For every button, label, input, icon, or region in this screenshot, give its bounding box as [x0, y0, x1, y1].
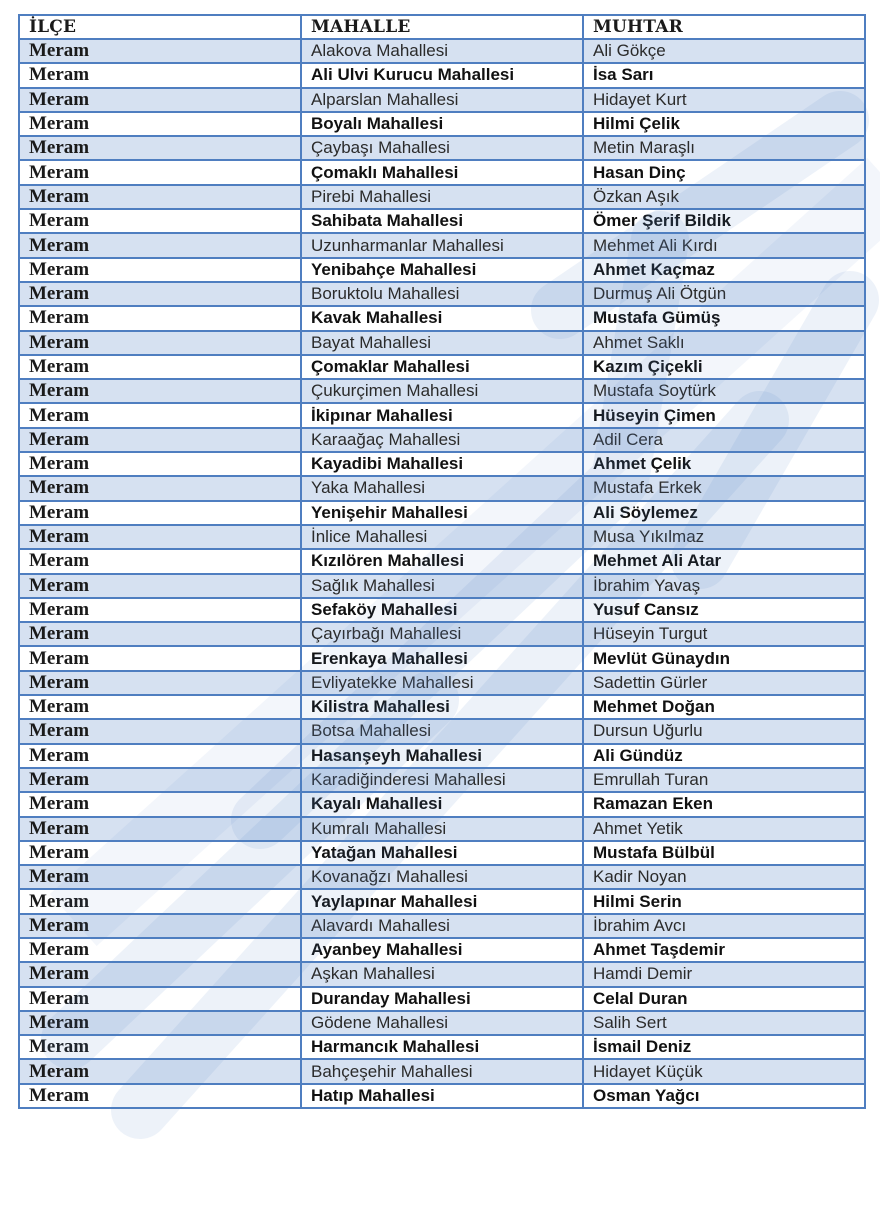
ilce-cell: Meram — [19, 744, 301, 768]
ilce-cell: Meram — [19, 574, 301, 598]
muhtar-cell: Adil Cera — [583, 428, 865, 452]
mahalle-cell: İkipınar Mahallesi — [301, 403, 583, 427]
table-row — [19, 695, 865, 719]
table-row — [19, 39, 865, 63]
mahalle-cell: Yenibahçe Mahallesi — [301, 258, 583, 282]
mahalle-cell: Kayalı Mahallesi — [301, 792, 583, 816]
table-row — [19, 160, 865, 184]
mahalle-cell: Boruktolu Mahallesi — [301, 282, 583, 306]
ilce-cell: Meram — [19, 258, 301, 282]
table-row — [19, 889, 865, 913]
mahalle-cell: Uzunharmanlar Mahallesi — [301, 233, 583, 257]
table-row — [19, 331, 865, 355]
ilce-cell: Meram — [19, 63, 301, 87]
ilce-cell: Meram — [19, 112, 301, 136]
ilce-cell: Meram — [19, 476, 301, 500]
table-row — [19, 962, 865, 986]
table-row — [19, 233, 865, 257]
ilce-cell: Meram — [19, 306, 301, 330]
mahalle-cell: Boyalı Mahallesi — [301, 112, 583, 136]
table-row — [19, 1011, 865, 1035]
mahalle-cell: Kumralı Mahallesi — [301, 817, 583, 841]
mahalle-cell: Yaylapınar Mahallesi — [301, 889, 583, 913]
ilce-cell: Meram — [19, 549, 301, 573]
table-row — [19, 817, 865, 841]
muhtar-cell: Metin Maraşlı — [583, 136, 865, 160]
table-row — [19, 306, 865, 330]
muhtar-cell: Hamdi Demir — [583, 962, 865, 986]
muhtar-cell: İsmail Deniz — [583, 1035, 865, 1059]
muhtar-cell: Dursun Uğurlu — [583, 719, 865, 743]
mahalle-cell: Erenkaya Mahallesi — [301, 646, 583, 670]
table-row — [19, 914, 865, 938]
ilce-cell: Meram — [19, 452, 301, 476]
muhtar-cell: Mustafa Soytürk — [583, 379, 865, 403]
ilce-cell: Meram — [19, 938, 301, 962]
muhtar-cell: Mustafa Erkek — [583, 476, 865, 500]
mahalle-cell: Çayırbağı Mahallesi — [301, 622, 583, 646]
table-row — [19, 501, 865, 525]
table-row — [19, 476, 865, 500]
mahalle-cell: Alakova Mahallesi — [301, 39, 583, 63]
mahalle-cell: Kilistra Mahallesi — [301, 695, 583, 719]
table-row — [19, 792, 865, 816]
muhtar-cell: Musa Yıkılmaz — [583, 525, 865, 549]
muhtar-cell: İbrahim Yavaş — [583, 574, 865, 598]
ilce-cell: Meram — [19, 39, 301, 63]
table-row — [19, 185, 865, 209]
muhtar-cell: İbrahim Avcı — [583, 914, 865, 938]
table-row — [19, 768, 865, 792]
mahalle-cell: Duranday Mahallesi — [301, 987, 583, 1011]
muhtar-cell: Mevlüt Günaydın — [583, 646, 865, 670]
mahalle-cell: Bahçeşehir Mahallesi — [301, 1059, 583, 1083]
mahalle-cell: Aşkan Mahallesi — [301, 962, 583, 986]
muhtar-cell: Hidayet Küçük — [583, 1059, 865, 1083]
table-row — [19, 865, 865, 889]
ilce-cell: Meram — [19, 1084, 301, 1108]
ilce-cell: Meram — [19, 1011, 301, 1035]
muhtar-cell: Durmuş Ali Ötgün — [583, 282, 865, 306]
ilce-cell: Meram — [19, 136, 301, 160]
ilce-cell: Meram — [19, 185, 301, 209]
muhtar-cell: Hilmi Çelik — [583, 112, 865, 136]
header-row — [19, 15, 865, 39]
mahalle-cell: Yaka Mahallesi — [301, 476, 583, 500]
table-row — [19, 88, 865, 112]
header-mahalle: MAHALLE — [301, 15, 583, 39]
muhtar-cell: Ali Gökçe — [583, 39, 865, 63]
mahalle-cell: Alavardı Mahallesi — [301, 914, 583, 938]
ilce-cell: Meram — [19, 889, 301, 913]
muhtar-cell: Ahmet Saklı — [583, 331, 865, 355]
muhtar-cell: Hasan Dinç — [583, 160, 865, 184]
muhtar-cell: Sadettin Gürler — [583, 671, 865, 695]
muhtar-cell: Kazım Çiçekli — [583, 355, 865, 379]
table-body — [19, 39, 865, 1108]
muhtar-cell: Salih Sert — [583, 1011, 865, 1035]
muhtar-cell: Ali Gündüz — [583, 744, 865, 768]
ilce-cell: Meram — [19, 379, 301, 403]
table-row — [19, 841, 865, 865]
ilce-cell: Meram — [19, 1035, 301, 1059]
table-row — [19, 1084, 865, 1108]
ilce-cell: Meram — [19, 282, 301, 306]
ilce-cell: Meram — [19, 525, 301, 549]
mahalle-cell: Kovanağzı Mahallesi — [301, 865, 583, 889]
ilce-cell: Meram — [19, 962, 301, 986]
mahalle-cell: Hatıp Mahallesi — [301, 1084, 583, 1108]
muhtar-cell: Mehmet Ali Kırdı — [583, 233, 865, 257]
ilce-cell: Meram — [19, 233, 301, 257]
mahalle-cell: Karadiğinderesi Mahallesi — [301, 768, 583, 792]
muhtar-cell: Ahmet Çelik — [583, 452, 865, 476]
table-row — [19, 112, 865, 136]
table-row — [19, 744, 865, 768]
ilce-cell: Meram — [19, 646, 301, 670]
muhtar-cell: Emrullah Turan — [583, 768, 865, 792]
table-row — [19, 136, 865, 160]
table-row — [19, 525, 865, 549]
mahalle-cell: Sahibata Mahallesi — [301, 209, 583, 233]
muhtar-cell: Mehmet Doğan — [583, 695, 865, 719]
ilce-cell: Meram — [19, 428, 301, 452]
mahalle-cell: Sefaköy Mahallesi — [301, 598, 583, 622]
table-row — [19, 1059, 865, 1083]
muhtar-list-table — [18, 14, 866, 1109]
table-row — [19, 938, 865, 962]
ilce-cell: Meram — [19, 598, 301, 622]
muhtar-cell: Mustafa Gümüş — [583, 306, 865, 330]
muhtar-cell: Ramazan Eken — [583, 792, 865, 816]
muhtar-cell: Kadir Noyan — [583, 865, 865, 889]
table-row — [19, 452, 865, 476]
mahalle-cell: Alparslan Mahallesi — [301, 88, 583, 112]
muhtar-cell: Mustafa Bülbül — [583, 841, 865, 865]
ilce-cell: Meram — [19, 792, 301, 816]
ilce-cell: Meram — [19, 331, 301, 355]
ilce-cell: Meram — [19, 160, 301, 184]
mahalle-cell: Karaağaç Mahallesi — [301, 428, 583, 452]
muhtar-cell: Ali Söylemez — [583, 501, 865, 525]
muhtar-cell: Mehmet Ali Atar — [583, 549, 865, 573]
mahalle-cell: Harmancık Mahallesi — [301, 1035, 583, 1059]
muhtar-cell: Ömer Şerif Bildik — [583, 209, 865, 233]
table-row — [19, 258, 865, 282]
table-row — [19, 622, 865, 646]
header-ilce: İLÇE — [19, 15, 301, 39]
mahalle-cell: Botsa Mahallesi — [301, 719, 583, 743]
table-row — [19, 671, 865, 695]
mahalle-cell: Yenişehir Mahallesi — [301, 501, 583, 525]
mahalle-cell: Yatağan Mahallesi — [301, 841, 583, 865]
mahalle-cell: Çomaklı Mahallesi — [301, 160, 583, 184]
ilce-cell: Meram — [19, 695, 301, 719]
mahalle-cell: İnlice Mahallesi — [301, 525, 583, 549]
table-row — [19, 549, 865, 573]
mahalle-cell: Gödene Mahallesi — [301, 1011, 583, 1035]
table-row — [19, 598, 865, 622]
mahalle-cell: Kızılören Mahallesi — [301, 549, 583, 573]
table-row — [19, 63, 865, 87]
table-row — [19, 209, 865, 233]
table-row — [19, 574, 865, 598]
ilce-cell: Meram — [19, 88, 301, 112]
ilce-cell: Meram — [19, 671, 301, 695]
mahalle-cell: Kayadibi Mahallesi — [301, 452, 583, 476]
ilce-cell: Meram — [19, 865, 301, 889]
ilce-cell: Meram — [19, 987, 301, 1011]
mahalle-cell: Hasanşeyh Mahallesi — [301, 744, 583, 768]
muhtar-cell: Hidayet Kurt — [583, 88, 865, 112]
ilce-cell: Meram — [19, 1059, 301, 1083]
ilce-cell: Meram — [19, 209, 301, 233]
ilce-cell: Meram — [19, 817, 301, 841]
ilce-cell: Meram — [19, 622, 301, 646]
muhtar-cell: Yusuf Cansız — [583, 598, 865, 622]
table-row — [19, 646, 865, 670]
muhtar-cell: Hüseyin Çimen — [583, 403, 865, 427]
ilce-cell: Meram — [19, 355, 301, 379]
table-row — [19, 403, 865, 427]
table-row — [19, 355, 865, 379]
ilce-cell: Meram — [19, 719, 301, 743]
muhtar-cell: Celal Duran — [583, 987, 865, 1011]
muhtar-cell: Ahmet Yetik — [583, 817, 865, 841]
table-row — [19, 379, 865, 403]
header-muhtar: MUHTAR — [583, 15, 865, 39]
mahalle-cell: Evliyatekke Mahallesi — [301, 671, 583, 695]
ilce-cell: Meram — [19, 914, 301, 938]
muhtar-cell: Ahmet Kaçmaz — [583, 258, 865, 282]
table-row — [19, 1035, 865, 1059]
mahalle-cell: Çaybaşı Mahallesi — [301, 136, 583, 160]
mahalle-cell: Çomaklar Mahallesi — [301, 355, 583, 379]
table-row — [19, 428, 865, 452]
muhtar-cell: Hüseyin Turgut — [583, 622, 865, 646]
table-row — [19, 719, 865, 743]
mahalle-cell: Sağlık Mahallesi — [301, 574, 583, 598]
mahalle-cell: Bayat Mahallesi — [301, 331, 583, 355]
ilce-cell: Meram — [19, 841, 301, 865]
muhtar-cell: Osman Yağcı — [583, 1084, 865, 1108]
ilce-cell: Meram — [19, 501, 301, 525]
muhtar-cell: Özkan Aşık — [583, 185, 865, 209]
ilce-cell: Meram — [19, 768, 301, 792]
mahalle-cell: Pirebi Mahallesi — [301, 185, 583, 209]
table-row — [19, 987, 865, 1011]
mahalle-cell: Ayanbey Mahallesi — [301, 938, 583, 962]
mahalle-cell: Ali Ulvi Kurucu Mahallesi — [301, 63, 583, 87]
muhtar-cell: İsa Sarı — [583, 63, 865, 87]
mahalle-cell: Kavak Mahallesi — [301, 306, 583, 330]
muhtar-cell: Hilmi Serin — [583, 889, 865, 913]
ilce-cell: Meram — [19, 403, 301, 427]
mahalle-cell: Çukurçimen Mahallesi — [301, 379, 583, 403]
table-row — [19, 282, 865, 306]
muhtar-cell: Ahmet Taşdemir — [583, 938, 865, 962]
